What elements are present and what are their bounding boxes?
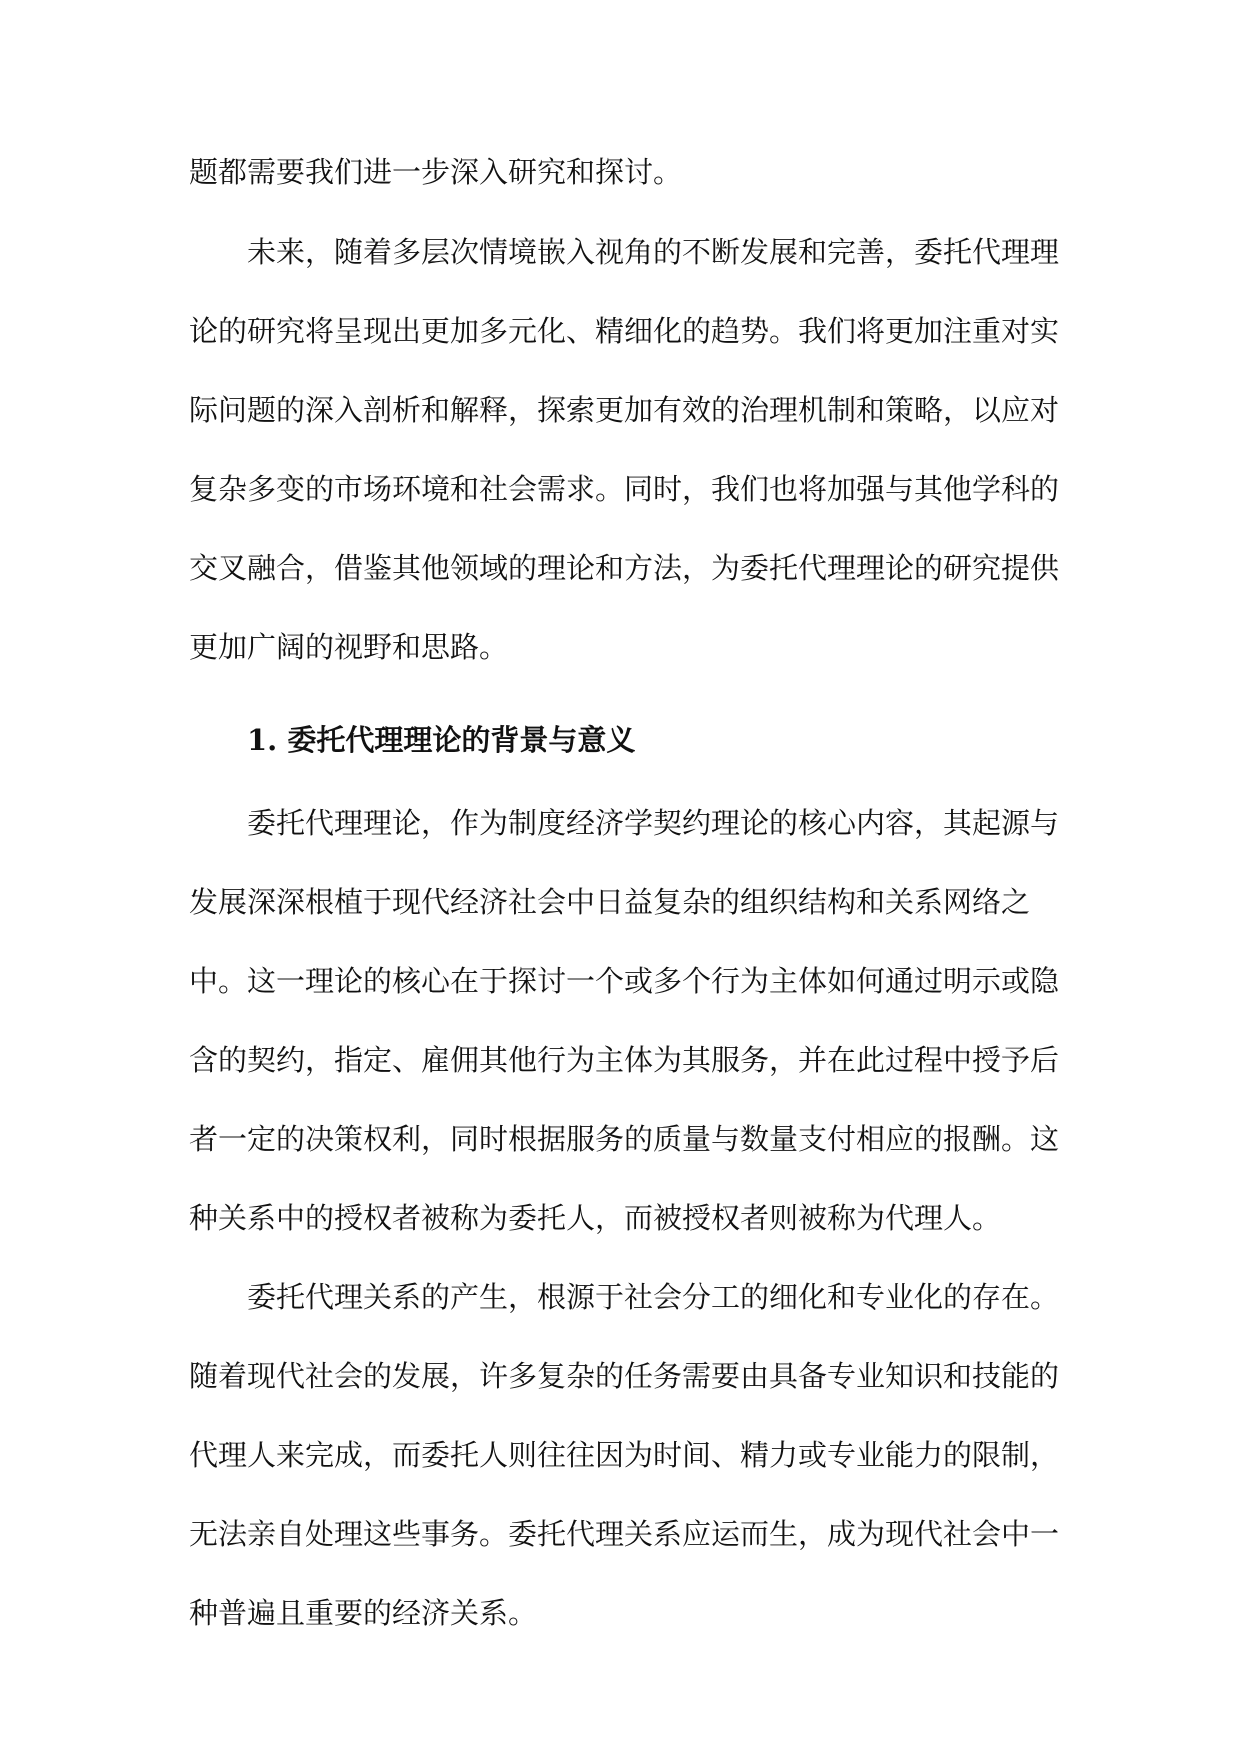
paragraph-line: 者一定的决策权利，同时根据服务的质量与数量支付相应的报酬。这 <box>189 1122 1060 1156</box>
paragraph-line: 题都需要我们进一步深入研究和探讨。 <box>189 155 683 189</box>
paragraph-line: 论的研究将呈现出更加多元化、精细化的趋势。我们将更加注重对实 <box>189 314 1060 348</box>
paragraph-line: 交叉融合，借鉴其他领域的理论和方法，为委托代理理论的研究提供 <box>189 551 1060 585</box>
paragraph-line: 发展深深根植于现代经济社会中日益复杂的组织结构和关系网络之 <box>189 885 1031 919</box>
paragraph-line: 中。这一理论的核心在于探讨一个或多个行为主体如何通过明示或隐 <box>189 964 1060 998</box>
paragraph-line: 种关系中的授权者被称为委托人，而被授权者则被称为代理人。 <box>189 1201 1002 1235</box>
section-heading: 1. 委托代理理论的背景与意义 <box>247 723 636 757</box>
paragraph-line: 委托代理理论，作为制度经济学契约理论的核心内容，其起源与 <box>247 806 1060 840</box>
paragraph-line: 际问题的深入剖析和解释，探索更加有效的治理机制和策略，以应对 <box>189 393 1060 427</box>
paragraph-line: 代理人来完成，而委托人则往往因为时间、精力或专业能力的限制， <box>189 1438 1060 1472</box>
paragraph-line: 种普遍且重要的经济关系。 <box>189 1596 538 1630</box>
paragraph-line: 未来，随着多层次情境嵌入视角的不断发展和完善，委托代理理 <box>247 235 1060 269</box>
paragraph-line: 复杂多变的市场环境和社会需求。同时，我们也将加强与其他学科的 <box>189 472 1060 506</box>
paragraph-line: 随着现代社会的发展，许多复杂的任务需要由具备专业知识和技能的 <box>189 1359 1060 1393</box>
paragraph-line: 委托代理关系的产生，根源于社会分工的细化和专业化的存在。 <box>247 1280 1060 1314</box>
paragraph-line: 无法亲自处理这些事务。委托代理关系应运而生，成为现代社会中一 <box>189 1517 1060 1551</box>
paragraph-line: 更加广阔的视野和思路。 <box>189 630 509 664</box>
paragraph-line: 含的契约，指定、雇佣其他行为主体为其服务，并在此过程中授予后 <box>189 1043 1060 1077</box>
